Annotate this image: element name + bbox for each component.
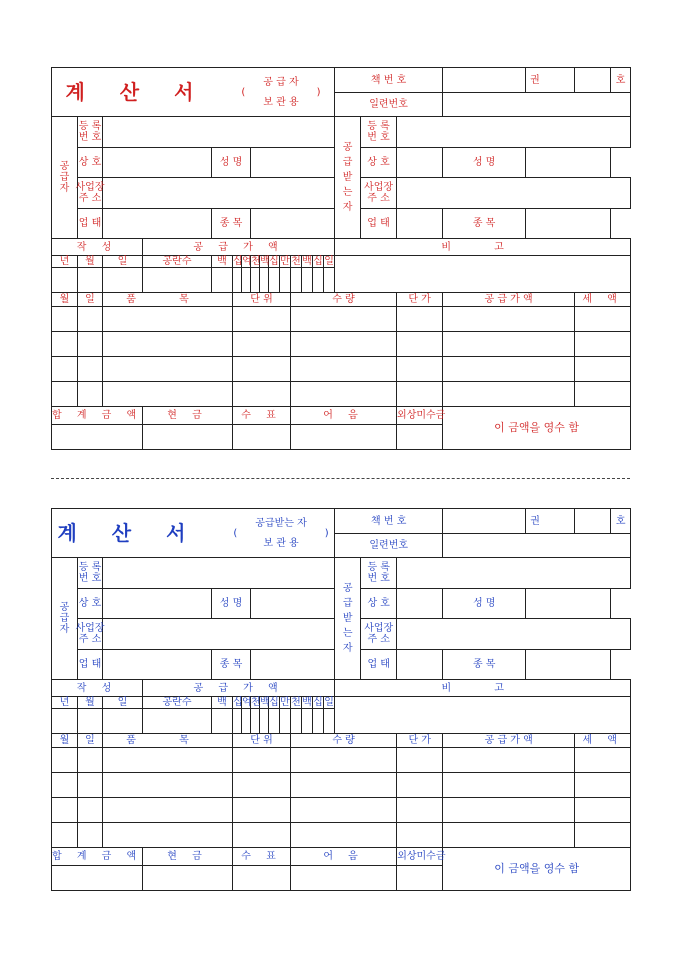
digit-label: 십 (233, 697, 243, 708)
serial-no-field[interactable] (443, 534, 631, 558)
paren-close: ) (324, 527, 329, 539)
item-name-field[interactable] (103, 307, 233, 332)
digit-field[interactable] (313, 709, 324, 734)
item-row (52, 748, 631, 773)
total-amount-label: 합 계 금 액 (52, 848, 143, 866)
digit-label: 백 (260, 697, 270, 708)
month-field[interactable] (78, 268, 103, 293)
day-field[interactable] (103, 268, 143, 293)
form-title-cell (52, 509, 335, 558)
item-supply-header: 공 급 가 액 (443, 293, 575, 307)
serial-no-label: 일련번호 (335, 93, 443, 117)
item-supply-field[interactable] (443, 332, 575, 357)
item-price-field[interactable] (397, 823, 443, 848)
volume-label: 권 (526, 68, 575, 93)
receiver-business-type-field[interactable] (397, 650, 443, 680)
copy-holder-line2: 보 관 용 (263, 537, 299, 549)
number-label: 호 (611, 509, 631, 534)
blank-count-field[interactable] (143, 709, 212, 734)
receiver-reg-no-field[interactable] (397, 558, 631, 589)
book-no-label: 책 번 호 (335, 68, 443, 93)
number-label: 호 (611, 68, 631, 93)
digit-field[interactable] (291, 709, 302, 734)
receiver-reg-no-field[interactable] (397, 117, 631, 148)
name-label: 성 명 (212, 148, 251, 178)
blank-count-field[interactable] (143, 268, 212, 293)
receiver-name-label: 성 명 (443, 148, 526, 178)
item-quantity-field[interactable] (291, 773, 397, 798)
digit-field[interactable] (251, 709, 260, 734)
book-no-field[interactable] (443, 68, 526, 93)
day-field[interactable] (103, 709, 143, 734)
item-unit-field[interactable] (233, 748, 291, 773)
receiver-business-item-field[interactable] (526, 650, 611, 680)
remarks-field[interactable] (335, 256, 631, 293)
unit-header: 단 위 (233, 734, 291, 748)
item-name-field[interactable] (103, 748, 233, 773)
supplier-business-type-field[interactable] (103, 209, 212, 239)
number-field[interactable] (575, 509, 611, 534)
supplier-reg-no-field[interactable] (103, 117, 335, 148)
unit-price-header: 단 가 (397, 734, 443, 748)
supply-amount-header: 공 급 가 액 (143, 239, 335, 256)
digit-label: 백 (260, 256, 270, 267)
quantity-header: 수 량 (291, 734, 397, 748)
year-label: 년 (52, 256, 78, 268)
receiver-address-field[interactable] (397, 619, 631, 650)
digit-label: 일 (324, 697, 334, 708)
copy-holder-line1: 공 급 자 (263, 76, 299, 88)
digit-field[interactable] (302, 268, 313, 293)
receiver-business-item-label: 종 목 (443, 650, 526, 680)
address-label: 사업장 주 소 (78, 178, 103, 209)
item-supply-field[interactable] (443, 798, 575, 823)
item-day-field[interactable] (78, 798, 103, 823)
supplier-address-field[interactable] (103, 619, 335, 650)
item-month-header: 월 (52, 734, 78, 748)
item-unit-field[interactable] (233, 823, 291, 848)
digit-label: 십 (313, 256, 323, 267)
total-amount-field[interactable] (52, 866, 143, 891)
note-label: 어 음 (291, 407, 397, 425)
blank-count-label: 공란수 (143, 697, 212, 709)
item-price-field[interactable] (397, 382, 443, 407)
item-month-field[interactable] (52, 332, 78, 357)
cut-line-divider (51, 478, 630, 479)
digit-field[interactable] (302, 709, 313, 734)
item-unit-field[interactable] (233, 798, 291, 823)
item-tax-field[interactable] (575, 773, 631, 798)
address-label: 사업장 주 소 (78, 619, 103, 650)
cash-label: 현 금 (143, 407, 233, 425)
cash-field[interactable] (143, 866, 233, 891)
item-tax-field[interactable] (575, 748, 631, 773)
item-quantity-field[interactable] (291, 382, 397, 407)
digit-field[interactable] (313, 268, 324, 293)
quantity-header: 수 량 (291, 293, 397, 307)
business-item-label: 종 목 (212, 209, 251, 239)
item-supply-field[interactable] (443, 773, 575, 798)
business-type-label: 업 태 (78, 209, 103, 239)
remarks-field[interactable] (335, 697, 631, 734)
digit-field[interactable] (324, 268, 335, 293)
credit-label: 외상미수금 (397, 407, 443, 425)
item-day-field[interactable] (78, 382, 103, 407)
receiver-company-label: 상 호 (361, 148, 397, 178)
digit-label: 천 (251, 256, 261, 267)
receiver-address-label: 사업장 주 소 (361, 619, 397, 650)
item-row (52, 357, 631, 382)
item-name-field[interactable] (103, 823, 233, 848)
digit-label: 만 (280, 256, 290, 267)
item-unit-field[interactable] (233, 357, 291, 382)
reg-no-label: 등 록 번 호 (78, 117, 103, 148)
item-tax-field[interactable] (575, 307, 631, 332)
item-quantity-field[interactable] (291, 748, 397, 773)
item-supply-field[interactable] (443, 382, 575, 407)
item-day-field[interactable] (78, 823, 103, 848)
supply-amount-header: 공 급 가 액 (143, 680, 335, 697)
digit-label: 십 (269, 697, 279, 708)
item-row (52, 332, 631, 357)
supplier-business-item-field[interactable] (251, 209, 335, 239)
remarks-header: 비 고 (335, 680, 631, 697)
digit-label: 백 (212, 256, 233, 268)
receiver-address-label: 사업장 주 소 (361, 178, 397, 209)
item-supply-field[interactable] (443, 748, 575, 773)
receiver-address-field[interactable] (397, 178, 631, 209)
item-tax-field[interactable] (575, 357, 631, 382)
item-month-header: 월 (52, 293, 78, 307)
digit-field[interactable] (260, 268, 269, 293)
receiver-company-field[interactable] (397, 148, 443, 178)
day-label: 일 (103, 256, 143, 268)
supplier-business-type-field[interactable] (103, 650, 212, 680)
item-price-field[interactable] (397, 798, 443, 823)
item-price-field[interactable] (397, 748, 443, 773)
item-quantity-field[interactable] (291, 823, 397, 848)
copy-holder-line1: 공급받는 자 (255, 517, 307, 529)
digit-field[interactable] (291, 268, 302, 293)
receiver-reg-no-label: 등 록 번 호 (361, 117, 397, 148)
item-row (52, 382, 631, 407)
name-label: 성 명 (212, 589, 251, 619)
form-title: 계 산 서 (57, 521, 200, 545)
item-day-field[interactable] (78, 773, 103, 798)
digit-label: 십 (233, 256, 243, 267)
paren-open: ( (241, 86, 246, 98)
month-label: 월 (78, 697, 103, 709)
digit-label: 만 (280, 697, 290, 708)
receiver-vertical-label: 공 급 받 는 자 (335, 558, 361, 680)
volume-label: 권 (526, 509, 575, 534)
supplier-reg-no-field[interactable] (103, 558, 335, 589)
company-label: 상 호 (78, 589, 103, 619)
item-month-field[interactable] (52, 748, 78, 773)
item-price-field[interactable] (397, 357, 443, 382)
item-day-field[interactable] (78, 307, 103, 332)
item-day-field[interactable] (78, 748, 103, 773)
receiver-business-item-field[interactable] (526, 209, 611, 239)
digit-field[interactable] (233, 709, 242, 734)
item-unit-field[interactable] (233, 307, 291, 332)
receiver-business-type-label: 업 태 (361, 650, 397, 680)
item-name-field[interactable] (103, 332, 233, 357)
digit-label: 천 (291, 256, 301, 267)
item-name-field[interactable] (103, 773, 233, 798)
copy-holder-line2: 보 관 용 (263, 96, 299, 108)
total-amount-field[interactable] (52, 425, 143, 450)
item-unit-field[interactable] (233, 332, 291, 357)
cash-label: 현 금 (143, 848, 233, 866)
company-label: 상 호 (78, 148, 103, 178)
receiver-company-label: 상 호 (361, 589, 397, 619)
written-date-header: 작 성 (52, 680, 143, 697)
day-label: 일 (103, 697, 143, 709)
month-label: 월 (78, 256, 103, 268)
invoice-form-supplier-copy (51, 67, 630, 450)
digit-label: 억 (242, 697, 252, 708)
business-item-label: 종 목 (212, 650, 251, 680)
paren-close: ) (316, 86, 321, 98)
supplier-business-item-field[interactable] (251, 650, 335, 680)
note-label: 어 음 (291, 848, 397, 866)
number-field[interactable] (575, 68, 611, 93)
tax-header: 세 액 (575, 293, 631, 307)
item-day-field[interactable] (78, 332, 103, 357)
item-month-field[interactable] (52, 773, 78, 798)
receiver-reg-no-label: 등 록 번 호 (361, 558, 397, 589)
receiver-vertical-label: 공 급 받 는 자 (335, 117, 361, 239)
item-price-field[interactable] (397, 332, 443, 357)
receiver-business-item-label: 종 목 (443, 209, 526, 239)
cash-field[interactable] (143, 425, 233, 450)
item-tax-field[interactable] (575, 798, 631, 823)
check-label: 수 표 (233, 407, 291, 425)
digit-field[interactable] (242, 268, 251, 293)
item-name-field[interactable] (103, 382, 233, 407)
invoice-form-receiver-copy (51, 508, 630, 891)
year-field[interactable] (52, 709, 78, 734)
item-price-field[interactable] (397, 307, 443, 332)
check-field[interactable] (233, 425, 291, 450)
receiver-business-type-field[interactable] (397, 209, 443, 239)
digit-field[interactable] (269, 709, 280, 734)
supplier-address-field[interactable] (103, 178, 335, 209)
digit-field[interactable] (251, 268, 260, 293)
digit-field[interactable] (280, 709, 291, 734)
tax-header: 세 액 (575, 734, 631, 748)
receipt-statement: 이 금액을 영수 함 (443, 848, 631, 891)
digit-field[interactable] (233, 268, 242, 293)
digit-label: 일 (324, 256, 334, 267)
month-field[interactable] (78, 709, 103, 734)
digit-label: 천 (251, 697, 261, 708)
receiver-company-field[interactable] (397, 589, 443, 619)
item-quantity-field[interactable] (291, 307, 397, 332)
item-quantity-field[interactable] (291, 357, 397, 382)
item-tax-field[interactable] (575, 332, 631, 357)
digit-label: 십 (313, 697, 323, 708)
written-date-header: 작 성 (52, 239, 143, 256)
item-row (52, 307, 631, 332)
supplier-company-field[interactable] (103, 148, 212, 178)
item-row (52, 823, 631, 848)
paren-open: ( (233, 527, 238, 539)
item-quantity-field[interactable] (291, 798, 397, 823)
year-label: 년 (52, 697, 78, 709)
item-unit-field[interactable] (233, 773, 291, 798)
note-field[interactable] (291, 866, 397, 891)
supplier-vertical-label: 공 급 자 (52, 558, 78, 680)
item-tax-field[interactable] (575, 823, 631, 848)
supplier-name-field[interactable] (251, 589, 335, 619)
item-month-field[interactable] (52, 357, 78, 382)
digit-field[interactable] (324, 709, 335, 734)
item-name-field[interactable] (103, 798, 233, 823)
supplier-company-field[interactable] (103, 589, 212, 619)
digit-label: 억 (242, 256, 252, 267)
receipt-statement: 이 금액을 영수 함 (443, 407, 631, 450)
supplier-name-field[interactable] (251, 148, 335, 178)
reg-no-label: 등 록 번 호 (78, 558, 103, 589)
receiver-name-field[interactable] (526, 148, 611, 178)
note-field[interactable] (291, 425, 397, 450)
digit-label: 백 (212, 697, 233, 709)
item-name-field[interactable] (103, 357, 233, 382)
digit-field[interactable] (269, 268, 280, 293)
item-quantity-field[interactable] (291, 332, 397, 357)
digit-field[interactable] (212, 709, 233, 734)
digit-field[interactable] (212, 268, 233, 293)
book-no-field[interactable] (443, 509, 526, 534)
item-name-header: 품 목 (103, 734, 233, 748)
item-day-header: 일 (78, 293, 103, 307)
item-day-header: 일 (78, 734, 103, 748)
item-unit-field[interactable] (233, 382, 291, 407)
item-supply-header: 공 급 가 액 (443, 734, 575, 748)
item-row (52, 798, 631, 823)
item-day-field[interactable] (78, 357, 103, 382)
digit-field[interactable] (280, 268, 291, 293)
item-month-field[interactable] (52, 307, 78, 332)
item-month-field[interactable] (52, 382, 78, 407)
item-name-header: 품 목 (103, 293, 233, 307)
digit-label: 십 (269, 256, 279, 267)
book-no-label: 책 번 호 (335, 509, 443, 534)
item-supply-field[interactable] (443, 357, 575, 382)
receiver-name-label: 성 명 (443, 589, 526, 619)
item-supply-field[interactable] (443, 307, 575, 332)
remarks-header: 비 고 (335, 239, 631, 256)
digit-field[interactable] (260, 709, 269, 734)
serial-no-label: 일련번호 (335, 534, 443, 558)
digit-label: 천 (291, 697, 301, 708)
form-title: 계 산 서 (65, 80, 208, 104)
unit-header: 단 위 (233, 293, 291, 307)
supplier-vertical-label: 공 급 자 (52, 117, 78, 239)
year-field[interactable] (52, 268, 78, 293)
receiver-business-type-label: 업 태 (361, 209, 397, 239)
check-label: 수 표 (233, 848, 291, 866)
business-type-label: 업 태 (78, 650, 103, 680)
credit-field[interactable] (397, 425, 443, 450)
serial-no-field[interactable] (443, 93, 631, 117)
unit-price-header: 단 가 (397, 293, 443, 307)
blank-count-label: 공란수 (143, 256, 212, 268)
item-row (52, 773, 631, 798)
digit-label: 백 (302, 256, 312, 267)
item-price-field[interactable] (397, 773, 443, 798)
check-field[interactable] (233, 866, 291, 891)
total-amount-label: 합 계 금 액 (52, 407, 143, 425)
item-supply-field[interactable] (443, 823, 575, 848)
credit-field[interactable] (397, 866, 443, 891)
receiver-name-field[interactable] (526, 589, 611, 619)
credit-label: 외상미수금 (397, 848, 443, 866)
item-month-field[interactable] (52, 798, 78, 823)
digit-label: 백 (302, 697, 312, 708)
item-tax-field[interactable] (575, 382, 631, 407)
form-title-cell (52, 68, 335, 117)
digit-field[interactable] (242, 709, 251, 734)
item-month-field[interactable] (52, 823, 78, 848)
